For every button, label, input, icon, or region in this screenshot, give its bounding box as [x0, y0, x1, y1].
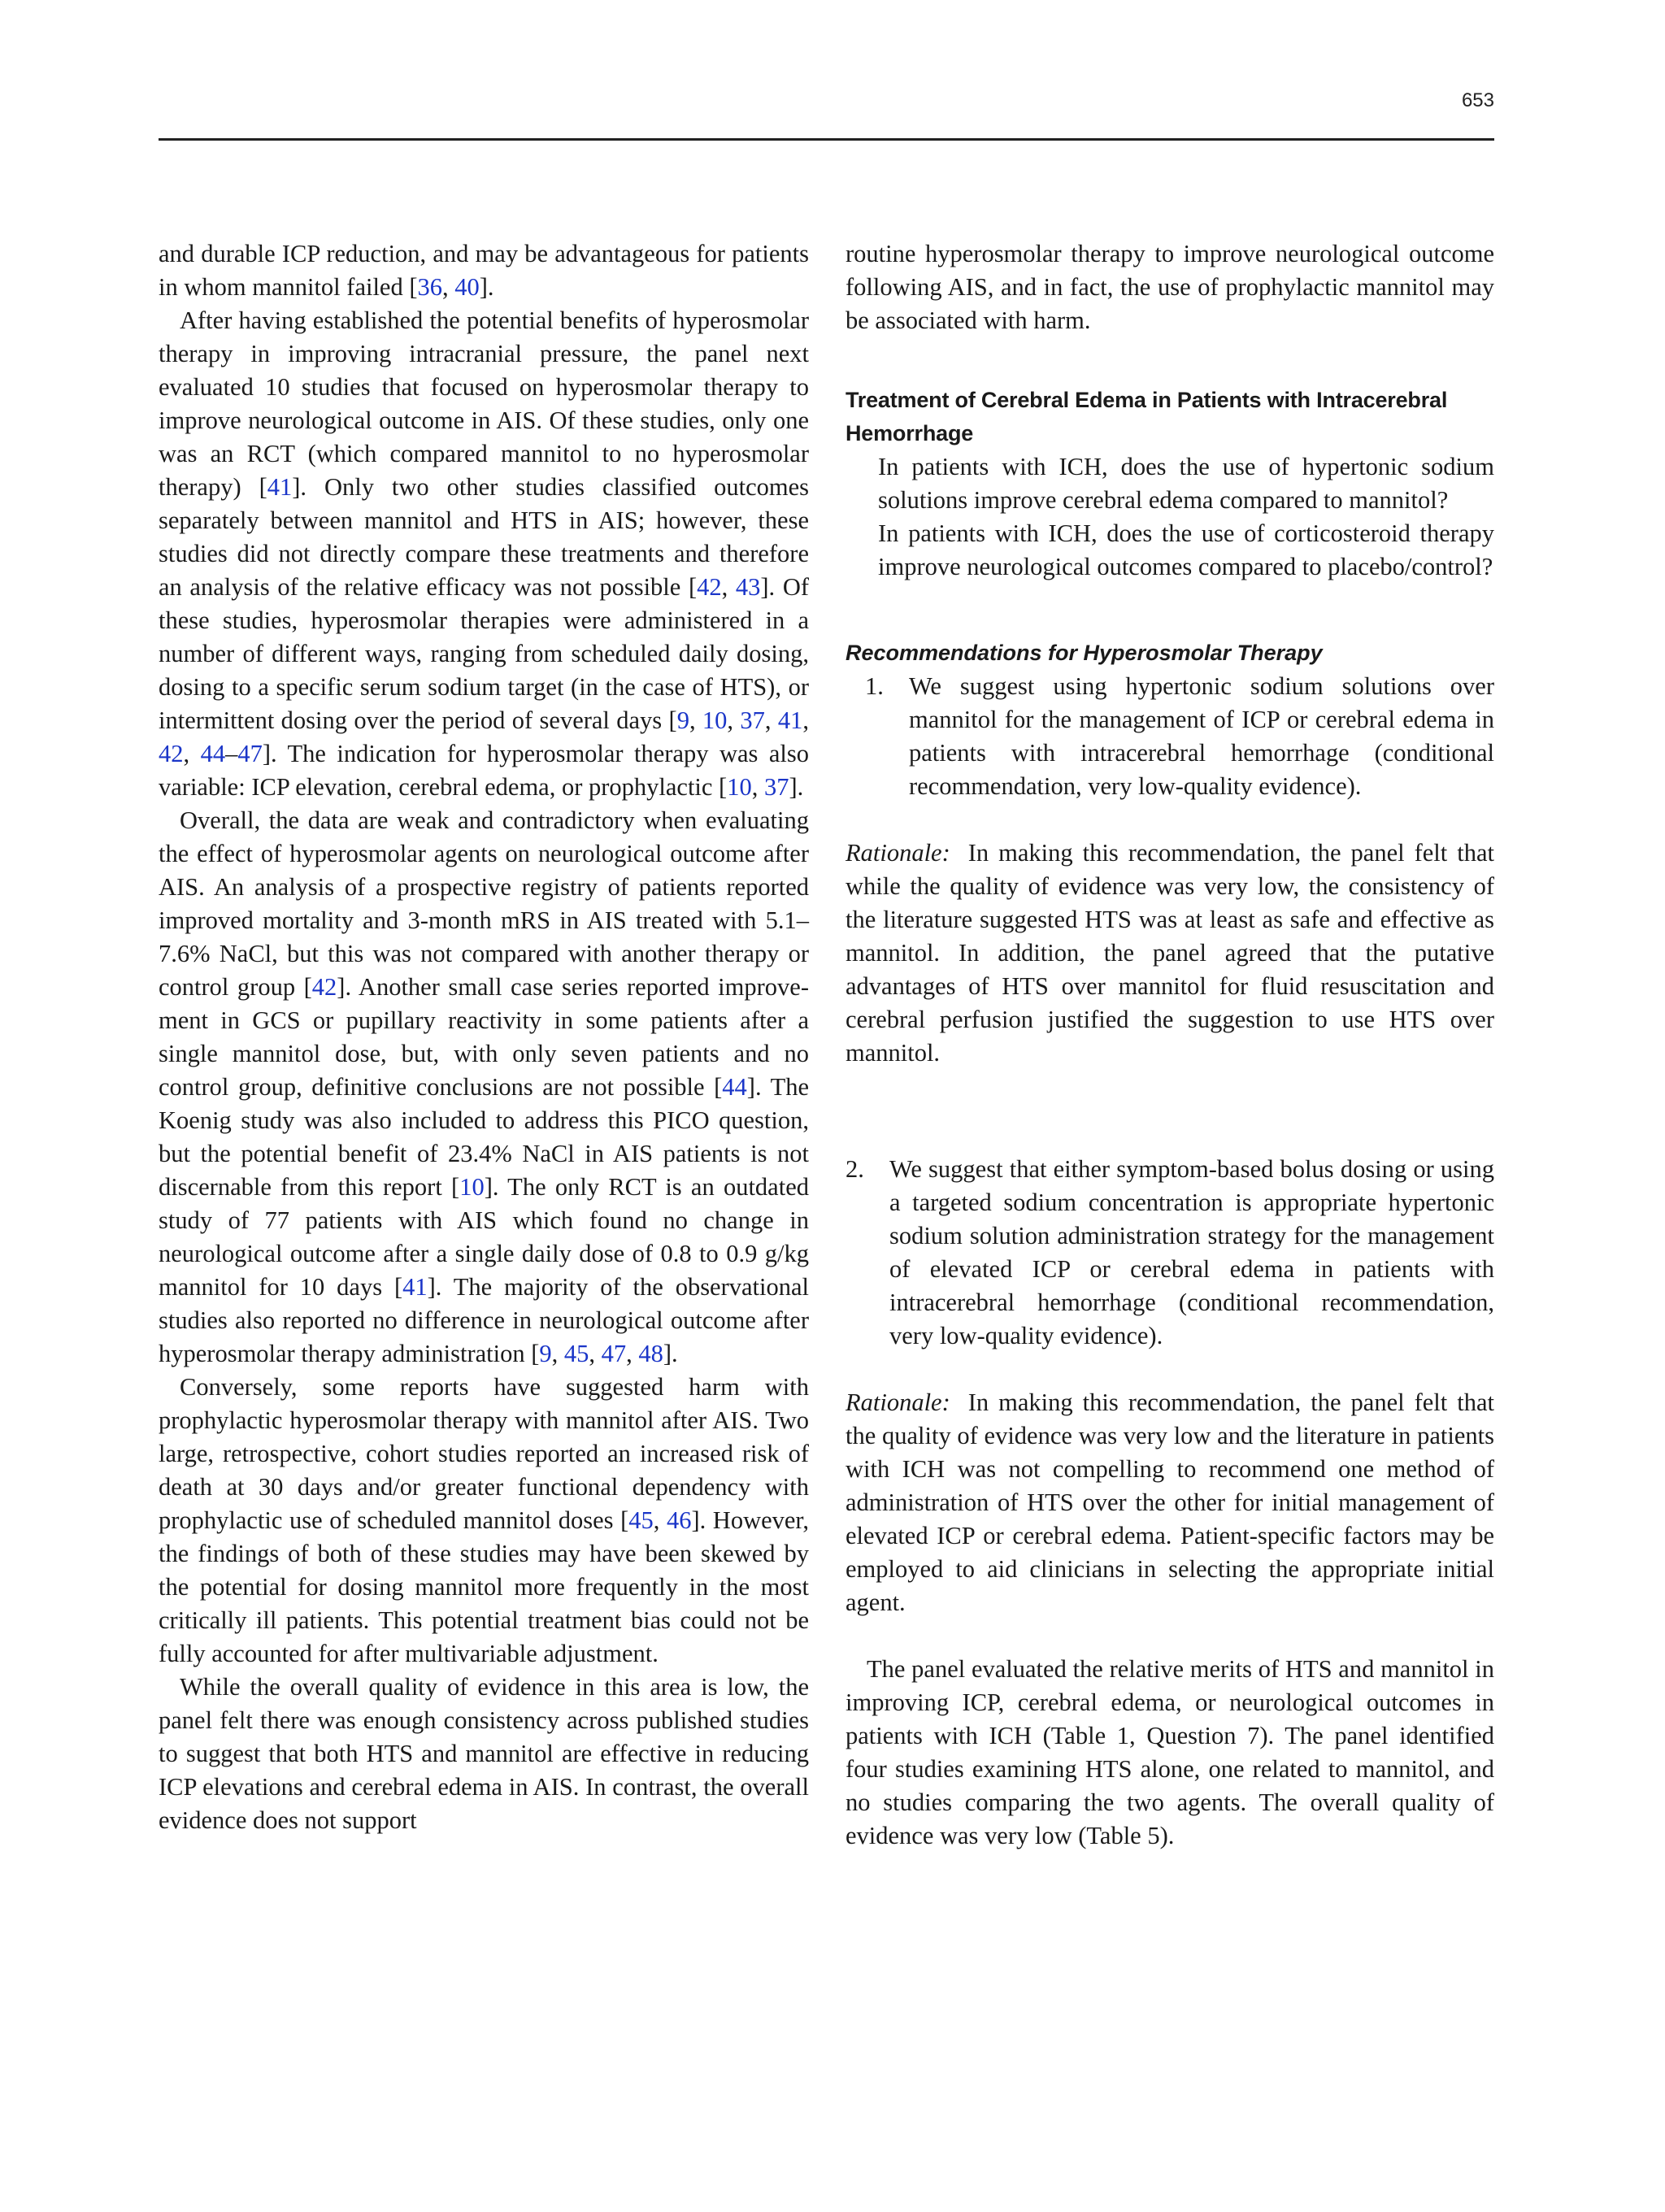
rationale-label: Rationale: [846, 839, 950, 867]
recommendation-1 [846, 670, 1494, 803]
text-run: After having established the potential benefits of hyperosmolar therapy in improving intracranial pressure, the panel next evaluated 10 studies that focused on hyperosmolar therapy to improve neurological outcome in AIS. Of these studies, only one was an RCT (which compared mannitol to no hyperosmolar therapy) [ [159, 306, 809, 501]
text-run: , [751, 773, 764, 801]
right-paragraph-1: routine hyperosmolar therapy to improve neurological outcome following AIS, and in fact, the use of prophylactic mannitol may be associated with harm. [846, 240, 1494, 334]
header-rule [159, 138, 1494, 141]
text-run: ]. [479, 273, 494, 301]
citation-link[interactable]: 44 [200, 740, 226, 767]
rationale-label: Rationale: [846, 1388, 950, 1416]
text-run: ]. The only RCT is an outdated study of 77 patients with AIS which found no change in neurological outcome after a single daily dose of 0.8 to 0.9 g/kg mannitol for 10 days [ [159, 1173, 809, 1301]
citation-link[interactable]: 42 [697, 573, 722, 601]
text-run: , [802, 706, 810, 734]
left-paragraph-1 [159, 237, 809, 304]
text-run: , [626, 1340, 639, 1367]
text-run: ]. Another small case series reported improvement in GCS or pupillary reactivity in some patients after a single mannitol dose, but, with only seven patients and no control group, definitive conclusions are not possible [ [159, 973, 809, 1101]
citation-link[interactable]: 10 [727, 773, 752, 801]
text-run: Overall, the data are weak and contradictory when evaluating the effect of hyperosmolar agents on neurological outcome after AIS. An analysis of a prospective registry of patients reported improved mortality and 3-month mRS in AIS treated with 5.1–7.6% NaCl, but this was not compared with another therapy or control group [ [159, 806, 809, 1001]
text-run: ]. The indication for hyperosmolar therapy was also variable: ICP elevation, cerebral edema, or prophylactic [ [159, 740, 809, 801]
citation-link[interactable]: 41 [777, 706, 803, 734]
citation-link[interactable]: 42 [311, 973, 337, 1001]
citation-link[interactable]: 37 [763, 773, 789, 801]
text-run: ]. However, the findings of both of these studies may have been skewed by the potential for dosing mannitol more frequently in the most critically ill patients. This potential treatment bias could not be fully accounted for after multivariable adjustment. [159, 1506, 809, 1667]
citation-link[interactable]: 42 [159, 740, 184, 767]
citation-link[interactable]: 10 [702, 706, 728, 734]
text-run: ]. The Koenig study was also included to address this PICO question, but the potential benefit of 23.4% NaCl in AIS patients is not discernable from this report [ [159, 1073, 809, 1201]
citation-link[interactable]: 40 [454, 273, 480, 301]
left-paragraph-4 [159, 1371, 809, 1671]
text-run: , [442, 273, 455, 301]
subsection-heading: Recommendations for Hyperosmolar Therapy [846, 641, 1323, 665]
text-run: ]. The majority of the observational studies also reported no difference in neurological outcome after hyperosmolar therapy administration [ [159, 1273, 810, 1367]
text-run: , [653, 1506, 667, 1534]
citation-link[interactable]: 41 [402, 1273, 428, 1301]
text-run: , [727, 706, 741, 734]
citation-link[interactable]: 10 [459, 1173, 485, 1201]
recommendation-text: We suggest using hypertonic sodium solutions over mannitol for the management of ICP or cerebral edema in patients with intracerebral hemorrhage (conditional recommendation, very low-quality evidence). [909, 672, 1494, 800]
left-paragraph-2 [159, 304, 809, 804]
citation-link[interactable]: 47 [237, 740, 263, 767]
citation-link[interactable]: 47 [601, 1340, 627, 1367]
citation-link[interactable]: 41 [267, 473, 293, 501]
citation-link[interactable]: 9 [539, 1340, 552, 1367]
text-run: Conversely, some reports have suggested harm with prophylactic hyperosmolar therapy with mannitol after AIS. Two large, retrospective, cohort studies reported an increased risk of death at 30 days and/or greater functional dependency with prophylactic use of scheduled mannitol doses [ [159, 1373, 809, 1534]
left-column [159, 237, 809, 1837]
right-paragraph-last: The panel evaluated the relative merits of HTS and mannitol in improving ICP, cerebral edema, or neurological outcomes in patients with ICH (Table 1, Question 7). The panel identified four studies examining HTS alone, one related to mannitol, and no studies comparing the two agents. The overall quality of evidence was very low (Table 5). [846, 1655, 1494, 1849]
recommendation-number: 1. [865, 672, 884, 700]
text-run: , [551, 1340, 564, 1367]
rationale-text: In making this recommendation, the panel felt that while the quality of evidence was very low, the consistency of the literature suggested HTS was at least as safe and effective as mannitol. In addition, the panel agreed that the putative advantages of HTS over mannitol for fluid resuscitation and cerebral perfusion justified the suggestion to use HTS over mannitol. [846, 839, 1494, 1067]
left-paragraph-5: While the overall quality of evidence in this area is low, the panel felt there was enough consistency across published studies to suggest that both HTS and mannitol are effective in reducing ICP elevations and cerebral edema in AIS. In contrast, the overall evidence does not support [159, 1673, 809, 1834]
text-run: , [183, 740, 201, 767]
page-number: 653 [1461, 89, 1494, 111]
citation-link[interactable]: 9 [676, 706, 689, 734]
citation-link[interactable]: 46 [666, 1506, 692, 1534]
pico-question-1: In patients with ICH, does the use of hypertonic sodium solutions improve cerebral edema compared to mannitol? [878, 453, 1494, 514]
text-run: ]. Of these studies, hyperosmolar therapies were administered in a number of different ways, ranging from scheduled daily dosing, dosing to a specific serum sodium target (in the case of HTS), or intermittent dosing over the period of several days [ [159, 573, 809, 734]
citation-link[interactable]: 45 [628, 1506, 654, 1534]
text-run: ]. Only two other studies classified outcomes separately between mannitol and HTS in AIS; however, these studies did not directly compare these treatments and therefore an analysis of the relative efficacy was not possible [ [159, 473, 809, 601]
citation-link[interactable]: 45 [563, 1340, 589, 1367]
text-run: , [689, 706, 702, 734]
citation-link[interactable]: 43 [735, 573, 761, 601]
pico-question-2: In patients with ICH, does the use of corticosteroid therapy improve neurological outcomes compared to placebo/control? [878, 519, 1494, 580]
citation-link[interactable]: 36 [417, 273, 442, 301]
section-heading: Treatment of Cerebral Edema in Patients with Intracerebral Hemorrhage [846, 388, 1448, 445]
text-run: , [589, 1340, 602, 1367]
recommendation-text: We suggest that either symptom-based bolus dosing or using a targeted sodium concentration is appropriate hypertonic sodium solution administration strategy for the management of elevated ICP or cerebral edema in patients with intracerebral hemorrhage (conditional recommendation, very low-quality evidence). [889, 1155, 1494, 1349]
text-run: , [721, 573, 736, 601]
rationale-2 [846, 1386, 1494, 1619]
text-run: – [225, 740, 238, 767]
citation-link[interactable]: 48 [638, 1340, 663, 1367]
rationale-1 [846, 837, 1494, 1070]
recommendation-number: 2. [846, 1155, 864, 1183]
text-run: and durable ICP reduction, and may be advantageous for patients in whom mannitol failed [ [159, 240, 809, 301]
recommendation-2 [846, 1153, 1494, 1353]
text-run: ]. [789, 773, 804, 801]
citation-link[interactable]: 37 [740, 706, 765, 734]
citation-link[interactable]: 44 [722, 1073, 747, 1101]
right-column [846, 237, 1494, 1853]
text-run: , [764, 706, 778, 734]
left-paragraph-3 [159, 804, 809, 1371]
rationale-text: In making this recommendation, the panel felt that the quality of evidence was very low and the literature in patients with ICH was not compelling to recommend one method of administration of HTS over the other for initial management of elevated ICP or cerebral edema. Patient-specific factors may be employed to aid clinicians in selecting the appropriate initial agent. [846, 1388, 1494, 1616]
text-run: ]. [663, 1340, 678, 1367]
